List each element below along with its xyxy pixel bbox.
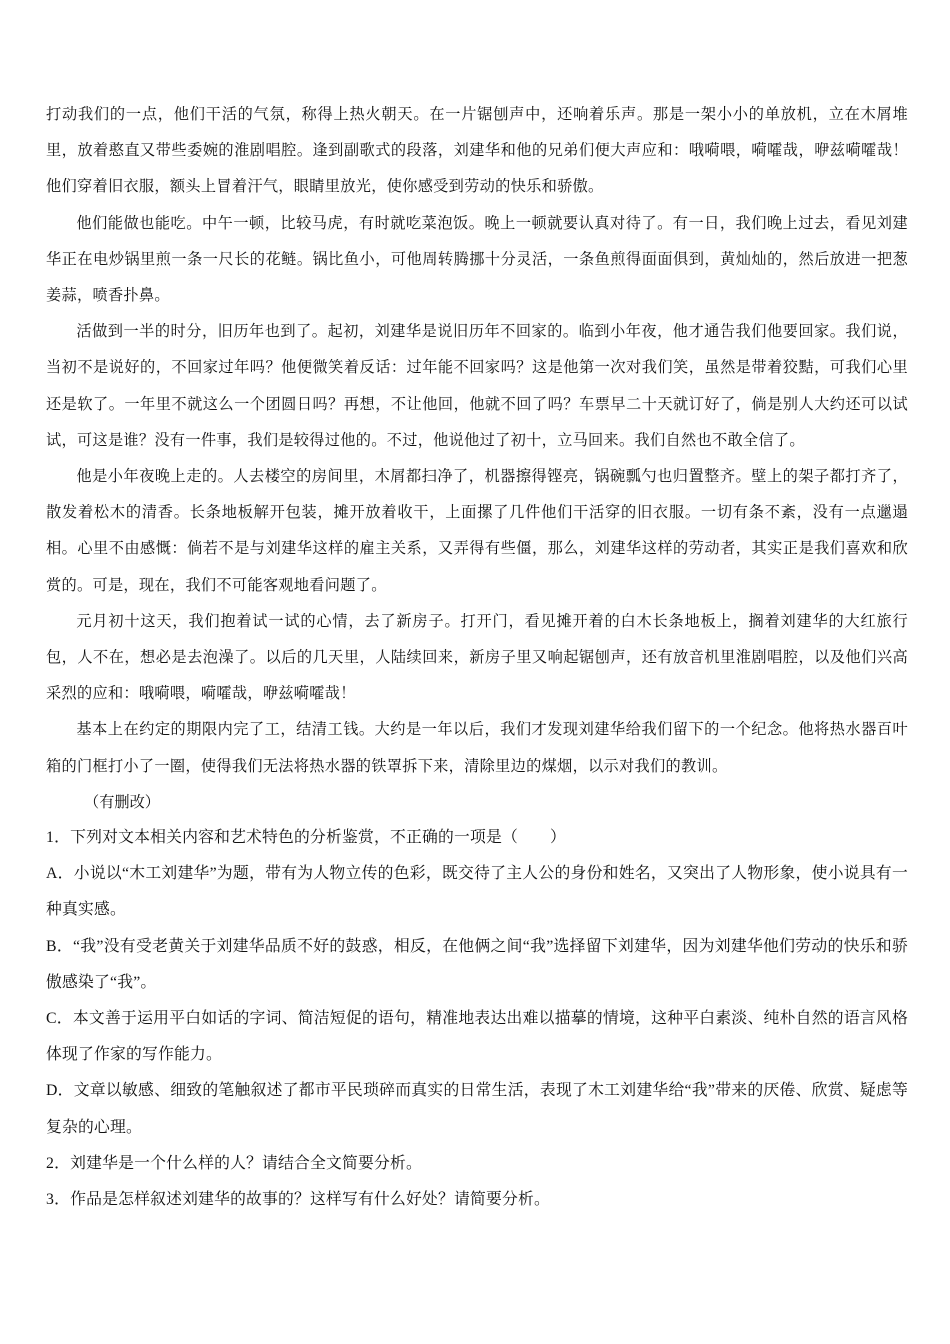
article-paragraph-6: 基本上在约定的期限内完了工，结清工钱。大约是一年以后，我们才发现刘建华给我们留下的一个纪念。他将热水器百叶箱的门框打小了一圈，使得我们无法将热水器的铁罩拆下来，清除里边的煤烟，以示对我们的教训。 — [46, 720, 908, 775]
article-paragraph-3: 活做到一半的时分，旧历年也到了。起初，刘建华是说旧历年不回家的。临到小年夜，他才通告我们他要回家。我们说，当初不是说好的，不回家过年吗？他便微笑着反话：过年能不回家吗？这是他第一次对我们笑，虽然是带着狡黠，可我们心里还是软了。一年里不就这么一个团圆日吗？再想，不让他回，他就不回了吗？车票早二十天就订好了，倘是别人大约还可以试试，可这是谁？没有一件事，我们是较得过他的。不过，他说他过了初十，立马回来。我们自然也不敢全信了。 — [46, 322, 908, 449]
article-paragraph-4: 他是小年夜晚上走的。人去楼空的房间里，木屑都扫净了，机器擦得铿亮，锅碗瓢勺也归置整齐。壁上的架子都打齐了，散发着松木的清香。长条地板解开包装，摊开放着收干，上面摞了几件他们干活穿的旧衣服。一切有条不紊，没有一点邋遢相。心里不由感慨：倘若不是与刘建华这样的雇主关系，又弄得有些僵，那么，刘建华这样的劳动者，其实正是我们喜欢和欣赏的。可是，现在，我们不可能客观地看问题了。 — [46, 467, 908, 594]
article-paragraph-1: 打动我们的一点，他们干活的气氛，称得上热火朝天。在一片锯刨声中，还响着乐声。那是一架小小的单放机，立在木屑堆里，放着憨直又带些委婉的淮剧唱腔。逢到副歌式的段落，刘建华和他的兄弟们便大声应和：哦嗬喂，嗬嚯哉，咿兹嗬嚯哉！他们穿着旧衣服，额头上冒着汗气，眼睛里放光，使你感受到劳动的快乐和骄傲。 — [46, 105, 908, 196]
question-1-option-b: B．“我”没有受老黄关于刘建华品质不好的鼓惑，相反，在他俩之间“我”选择留下刘建华，因为刘建华他们劳动的快乐和骄傲感染了“我”。 — [46, 937, 908, 991]
article-paragraph-2: 他们能做也能吃。中午一顿，比较马虎，有时就吃菜泡饭。晚上一顿就要认真对待了。有一日，我们晚上过去，看见刘建华正在电炒锅里煎一条一尺长的花鲢。锅比鱼小，可他周转腾挪十分灵活，一条鱼煎得面面俱到，黄灿灿的，然后放进一把葱姜蒜，喷香扑鼻。 — [46, 213, 908, 305]
question-1-option-d: D．文章以敏感、细致的笔触叙述了都市平民琐碎而真实的日常生活，表现了木工刘建华给“我”带来的厌倦、欣赏、疑虑等复杂的心理。 — [46, 1082, 908, 1136]
edit-note: （有删改） — [84, 792, 160, 811]
question-3: 3．作品是怎样叙述刘建华的故事的？这样写有什么好处？请简要分析。 — [46, 1191, 551, 1209]
question-2: 2．刘建华是一个什么样的人？请结合全文简要分析。 — [46, 1154, 423, 1172]
question-1-option-c: C．本文善于运用平白如话的字词、简洁短促的语句，精准地表达出难以描摹的情境，这种平白素淡、纯朴自然的语言风格体现了作家的写作能力。 — [46, 1010, 908, 1064]
document-page — [46, 96, 908, 1218]
question-1-option-a: A．小说以“木工刘建华”为题，带有为人物立传的色彩，既交待了主人公的身份和姓名，又突出了人物形象，使小说具有一种真实感。 — [46, 865, 908, 919]
article-paragraph-5: 元月初十这天，我们抱着试一试的心情，去了新房子。打开门，看见摊开着的白木长条地板上，搁着刘建华的大红旅行包，人不在，想必是去泡澡了。以后的几天里，人陆续回来，新房子里又响起锯刨声，还有放音机里淮剧唱腔，以及他们兴高采烈的应和：哦嗬喂，嗬嚯哉，咿兹嗬嚯哉！ — [46, 611, 908, 703]
question-1-stem: 1．下列对文本相关内容和艺术特色的分析鉴赏，不正确的一项是（ ） — [46, 829, 566, 847]
